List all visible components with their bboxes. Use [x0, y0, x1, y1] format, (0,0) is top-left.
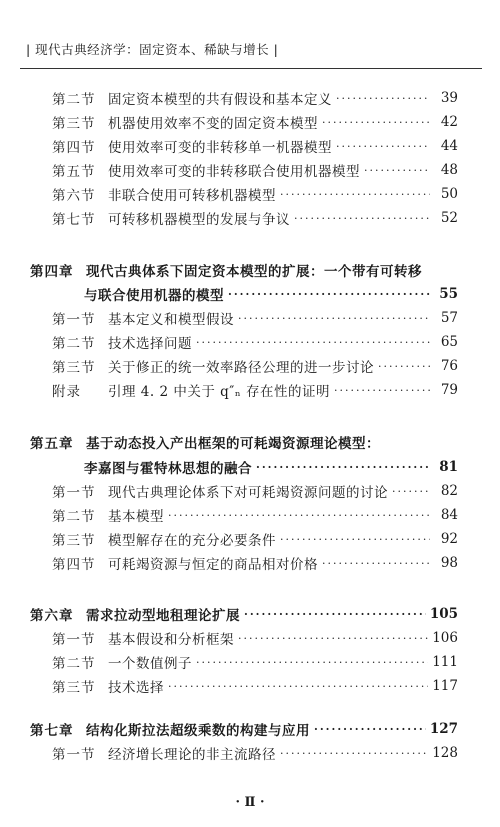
toc-section-entry[interactable]: [0, 182, 500, 206]
toc-entry-number: 第一节: [52, 747, 96, 763]
toc-page-number: 84: [440, 507, 458, 523]
toc-page-number: 52: [440, 210, 458, 226]
toc-entry-title: 技术选择: [108, 680, 164, 696]
toc-section-entry[interactable]: [0, 282, 500, 306]
toc-entry-title: 可耗竭资源与恒定的商品相对价格: [108, 557, 318, 573]
toc-entry-title: 结构化斯拉法超级乘数的构建与应用: [86, 723, 310, 739]
dot-leader: [294, 212, 430, 225]
toc-section-entry[interactable]: [0, 206, 500, 230]
toc-entry-number: 第三节: [52, 360, 96, 376]
toc-section-entry[interactable]: [0, 378, 500, 402]
toc-entry-number: 第七节: [52, 212, 96, 228]
toc-entry-number: 第七章: [30, 723, 74, 739]
toc-page-number: 57: [440, 310, 458, 326]
toc-entry-number: 第五章: [30, 436, 74, 452]
toc-page-number: 111: [432, 654, 458, 670]
running-header: | 现代古典经济学：固定资本、稀缺与增长 |: [26, 42, 279, 57]
dot-leader: [336, 92, 430, 105]
toc-page-number: 79: [440, 382, 458, 398]
toc-page-number: 81: [439, 459, 458, 475]
toc-entry-title: 现代古典体系下固定资本模型的扩展：一个带有可转移: [86, 264, 422, 280]
dot-leader: [334, 384, 430, 397]
toc-page-number: 105: [429, 606, 458, 622]
toc-entry-title: 机器使用效率不变的固定资本模型: [108, 116, 318, 132]
toc-entry-title: 基本假设和分析框架: [108, 632, 234, 648]
toc-entry-title: 需求拉动型地租理论扩展: [86, 608, 240, 624]
toc-page-number: 55: [439, 286, 458, 302]
dot-leader: [196, 336, 430, 349]
page-number: · Ⅱ ·: [235, 795, 265, 810]
toc-entry-title: 李嘉图与霍特林思想的融合: [84, 461, 252, 477]
toc-entry-title: 基本定义和模型假设: [108, 312, 234, 328]
toc-entry-title: 可转移机器模型的发展与争议: [108, 212, 290, 228]
dot-leader: [228, 288, 430, 301]
toc-page-number: 98: [440, 555, 458, 571]
toc-entry-number: 第四章: [30, 264, 74, 280]
dot-leader: [238, 632, 428, 645]
toc-section-entry[interactable]: [0, 551, 500, 575]
toc-chapter-entry[interactable]: [0, 258, 500, 282]
toc-entry-title: 经济增长理论的非主流路径: [108, 747, 276, 763]
toc-entry-title: 引理 4. 2 中关于 q″ₙ 存在性的证明: [108, 384, 330, 400]
toc-entry-number: 第五节: [52, 164, 96, 180]
dot-leader: [392, 485, 430, 498]
toc-entry-number: 第二节: [52, 336, 96, 352]
toc-page-number: 65: [440, 334, 458, 350]
dot-leader: [280, 188, 430, 201]
dot-leader: [322, 557, 430, 570]
dot-leader: [280, 533, 430, 546]
dot-leader: [196, 656, 428, 669]
dot-leader: [322, 116, 430, 129]
toc-chapter-entry[interactable]: [0, 717, 500, 741]
toc-page-number: 48: [440, 162, 458, 178]
toc-entry-number: 第一节: [52, 312, 96, 328]
dot-leader: [364, 164, 430, 177]
toc-section-entry[interactable]: [0, 86, 500, 110]
toc-entry-number: 第二节: [52, 656, 96, 672]
dot-leader: [238, 312, 430, 325]
toc-page-number: 42: [440, 114, 458, 130]
toc-section-entry[interactable]: [0, 455, 500, 479]
toc-chapter-entry[interactable]: [0, 602, 500, 626]
toc-section-entry[interactable]: [0, 527, 500, 551]
toc-section-entry[interactable]: [0, 626, 500, 650]
toc-entry-title: 基本模型: [108, 509, 164, 525]
toc-page-number: 50: [440, 186, 458, 202]
toc-entry-number: 第三节: [52, 680, 96, 696]
toc-entry-title: 技术选择问题: [108, 336, 192, 352]
dot-leader: [280, 747, 428, 760]
dot-leader: [168, 509, 430, 522]
toc-entry-title: 模型解存在的充分必要条件: [108, 533, 276, 549]
toc-page-number: 92: [440, 531, 458, 547]
toc-entry-title: 与联合使用机器的模型: [84, 288, 224, 304]
toc-entry-title: 使用效率可变的非转移联合使用机器模型: [108, 164, 360, 180]
toc-section-entry[interactable]: [0, 354, 500, 378]
toc-entry-title: 非联合使用可转移机器模型: [108, 188, 276, 204]
toc-entry-title: 固定资本模型的共有假设和基本定义: [108, 92, 332, 108]
toc-section-entry[interactable]: [0, 741, 500, 765]
toc-section-entry[interactable]: [0, 134, 500, 158]
toc-entry-number: 第四节: [52, 557, 96, 573]
toc-page-number: 44: [440, 138, 458, 154]
dot-leader: [336, 140, 430, 153]
toc-entry-number: 第一节: [52, 632, 96, 648]
toc-entry-number: 第二节: [52, 509, 96, 525]
toc-entry-title: 使用效率可变的非转移单一机器模型: [108, 140, 332, 156]
toc-page-number: 127: [429, 721, 458, 737]
toc-entry-number: 第二节: [52, 92, 96, 108]
toc-entry-number: 第六章: [30, 608, 74, 624]
toc-entry-number: 附录: [52, 384, 81, 400]
toc-section-entry[interactable]: [0, 306, 500, 330]
toc-page-number: 106: [432, 630, 458, 646]
dot-leader: [314, 723, 426, 736]
toc-section-entry[interactable]: [0, 110, 500, 134]
toc-entry-title: 基于动态投入产出框架的可耗竭资源理论模型：: [86, 436, 380, 452]
toc-entry-number: 第一节: [52, 485, 96, 501]
toc-section-entry[interactable]: [0, 158, 500, 182]
toc-section-entry[interactable]: [0, 503, 500, 527]
toc-page-number: 76: [440, 358, 458, 374]
dot-leader: [256, 461, 430, 474]
dot-leader: [168, 680, 428, 693]
dot-leader: [244, 608, 426, 621]
toc-entry-number: 第三节: [52, 116, 96, 132]
toc-section-entry[interactable]: [0, 330, 500, 354]
toc-page-number: 39: [440, 90, 458, 106]
toc-entry-number: 第四节: [52, 140, 96, 156]
toc-page-number: 117: [432, 678, 458, 694]
toc-page-number: 128: [432, 745, 458, 761]
dot-leader: [378, 360, 430, 373]
toc-entry-number: 第六节: [52, 188, 96, 204]
toc-chapter-entry[interactable]: [0, 430, 500, 454]
toc-entry-title: 关于修正的统一效率路径公理的进一步讨论: [108, 360, 374, 376]
toc-page-number: 82: [440, 483, 458, 499]
toc-section-entry[interactable]: [0, 650, 500, 674]
toc-section-entry[interactable]: [0, 674, 500, 698]
toc-entry-title: 现代古典理论体系下对可耗竭资源问题的讨论: [108, 485, 388, 501]
toc-entry-title: 一个数值例子: [108, 656, 192, 672]
toc-section-entry[interactable]: [0, 479, 500, 503]
toc-entry-number: 第三节: [52, 533, 96, 549]
